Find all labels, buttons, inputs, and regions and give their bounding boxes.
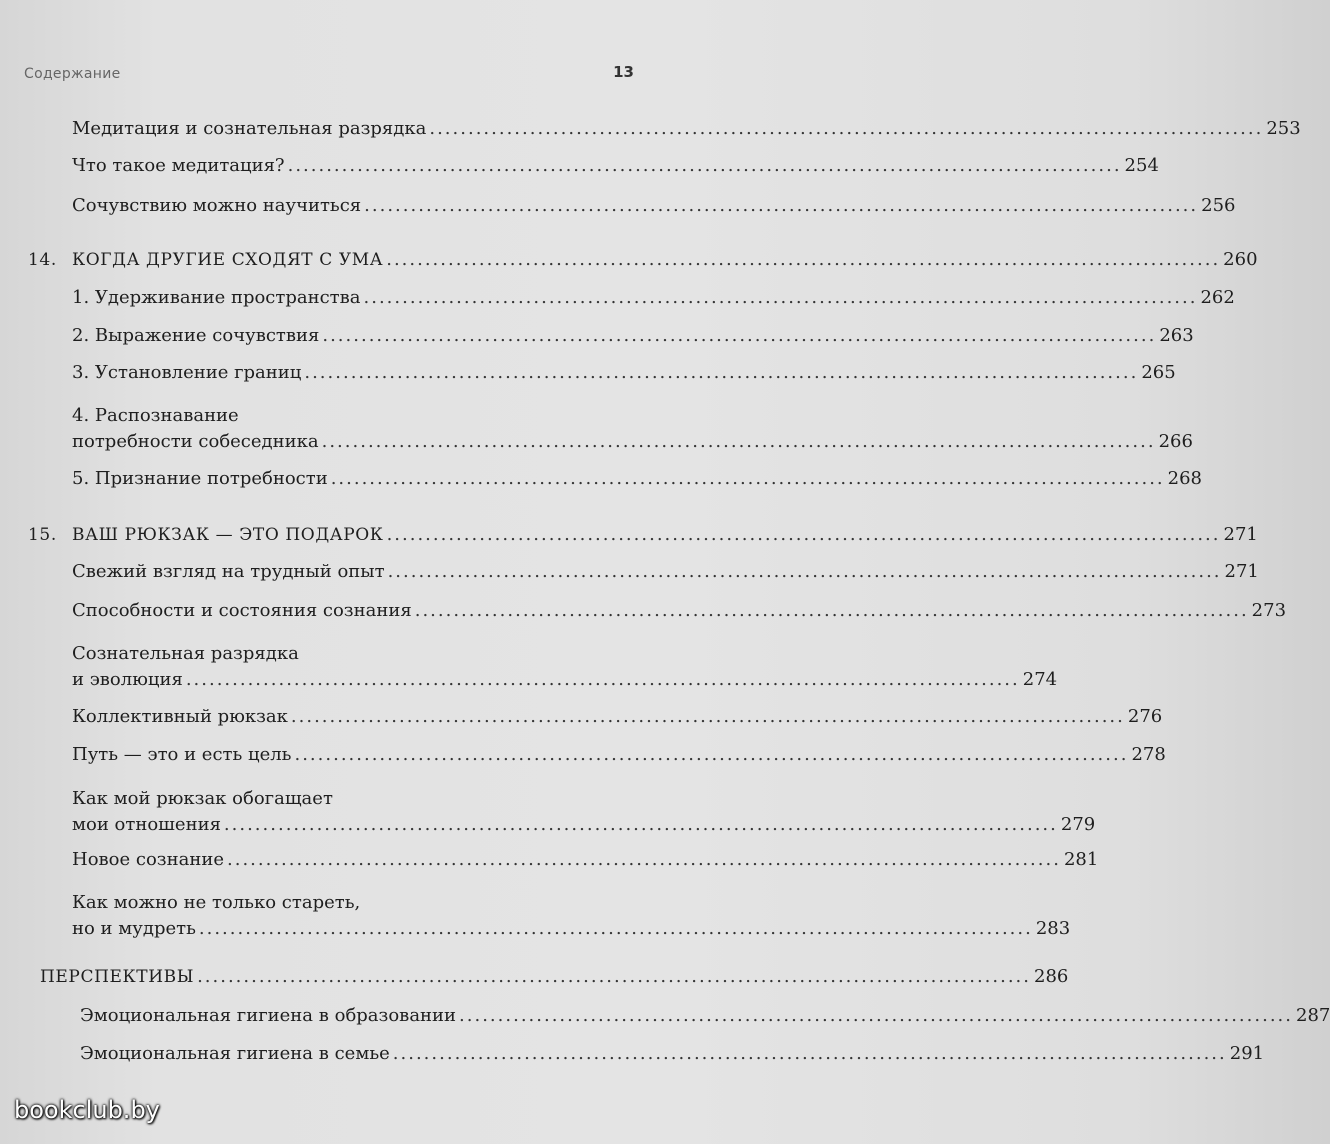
toc-entry-hygiene-family[interactable] (80, 1043, 1265, 1065)
toc-entry-holding-space[interactable] (72, 287, 1235, 309)
toc-entry-title-line1: 4. Распознавание (72, 405, 239, 426)
toc-entry-hygiene-education[interactable] (80, 1005, 1330, 1027)
toc-entry-title: 3. Установление границ (72, 362, 302, 383)
toc-entry-setting-boundaries[interactable] (72, 362, 1176, 384)
toc-entry-page: 286 (1034, 966, 1069, 987)
toc-leader-dots: ............................................................................................................ (290, 706, 1125, 727)
toc-entry-page: 273 (1251, 600, 1287, 621)
toc-entry-title-line1: Как можно не только стареть, (72, 892, 361, 913)
toc-entry-page: 265 (1141, 362, 1176, 383)
toc-leader-dots: ............................................................................................................ (392, 1043, 1227, 1064)
toc-leader-dots: ............................................................................................................ (364, 195, 1199, 216)
chapter-title: ВАШ РЮКЗАК — ЭТО ПОДАРОК (72, 525, 384, 545)
toc-entry-collective-backpack[interactable] (72, 706, 1163, 728)
toc-entry-page: 256 (1201, 195, 1236, 216)
toc-entry-new-consciousness[interactable] (72, 849, 1099, 871)
toc-entry-title: и эволюция (72, 669, 183, 690)
toc-entry-title: Свежий взгляд на трудный опыт (72, 561, 385, 582)
toc-chapter-14[interactable] (28, 249, 1258, 271)
toc-entry-title: 2. Выражение сочувствия (72, 325, 320, 346)
toc-leader-dots: ............................................................................................................ (223, 814, 1058, 835)
toc-entry-page: 260 (1223, 249, 1258, 270)
toc-entry-title: Путь — это и есть цель (72, 744, 292, 765)
toc-entry-page: 254 (1124, 155, 1159, 176)
toc-entry-page: 291 (1229, 1043, 1265, 1064)
toc-entry-page: 278 (1131, 744, 1166, 765)
toc-section-perspectives[interactable] (40, 966, 1069, 988)
toc-entry-title: Медитация и сознательная разрядка (72, 118, 427, 139)
running-header-page-number: 13 (613, 63, 634, 81)
toc-entry-abilities-states[interactable] (72, 600, 1287, 622)
toc-entry-page: 279 (1060, 814, 1096, 835)
toc-leader-dots: ............................................................................................................ (387, 561, 1222, 582)
chapter-title: КОГДА ДРУГИЕ СХОДЯТ С УМА (72, 250, 384, 270)
toc-entry-page: 263 (1159, 325, 1194, 346)
toc-leader-dots: ............................................................................................................ (386, 249, 1221, 270)
toc-entry-page: 266 (1158, 431, 1193, 452)
toc-entry-title: мои отношения (72, 814, 221, 835)
toc-entry-title-line1: Как мой рюкзак обогащает (72, 788, 333, 809)
toc-entry-title: потребности собеседника (72, 431, 319, 452)
toc-entry-title: ПЕРСПЕКТИВЫ (40, 967, 195, 987)
toc-entry-acknowledging-need[interactable] (72, 468, 1203, 490)
toc-entry-page: 271 (1223, 524, 1258, 545)
toc-leader-dots: ............................................................................................................ (185, 669, 1020, 690)
toc-entry-page: 276 (1127, 706, 1163, 727)
toc-entry-page: 283 (1035, 918, 1071, 939)
toc-leader-dots: ............................................................................................................ (197, 966, 1032, 987)
toc-entry-title: Коллективный рюкзак (72, 706, 288, 727)
watermark-brand: bookclub.by (14, 1096, 160, 1124)
toc-leader-dots: ............................................................................................................ (322, 325, 1157, 346)
toc-entry-title: Сочувствию можно научиться (72, 195, 362, 216)
toc-leader-dots: ............................................................................................................ (287, 155, 1122, 176)
toc-entry-backpack-enriches[interactable] (72, 788, 1096, 836)
toc-entry-meditation-conscious-discharge[interactable] (72, 118, 1301, 140)
toc-leader-dots: ............................................................................................................ (414, 600, 1249, 621)
toc-entry-title: Эмоциональная гигиена в образовании (80, 1005, 457, 1026)
running-header-section: Содержание (24, 66, 121, 82)
toc-leader-dots: ............................................................................................................ (227, 849, 1061, 870)
toc-entry-discharge-evolution[interactable] (72, 643, 1058, 691)
toc-entry-page: 274 (1022, 669, 1058, 690)
toc-entry-page: 262 (1200, 287, 1235, 308)
toc-entry-title: Что такое медитация? (72, 155, 285, 176)
toc-leader-dots: ............................................................................................................ (198, 918, 1033, 939)
toc-entry-title: Новое сознание (72, 849, 224, 870)
toc-entry-page: 268 (1167, 468, 1203, 489)
chapter-number: 14. (28, 250, 57, 270)
toc-entry-recognizing-needs[interactable] (72, 405, 1193, 453)
toc-entry-title: но и мудреть (72, 918, 196, 939)
toc-leader-dots: ............................................................................................................ (459, 1005, 1293, 1026)
toc-entry-path-is-goal[interactable] (72, 744, 1166, 766)
toc-leader-dots: ............................................................................................................ (386, 524, 1221, 545)
toc-entry-page: 287 (1296, 1005, 1330, 1026)
toc-entry-compassion-learnable[interactable] (72, 195, 1236, 217)
toc-entry-title: 5. Признание потребности (72, 468, 328, 489)
toc-entry-page: 271 (1224, 561, 1259, 582)
toc-leader-dots: ............................................................................................................ (321, 431, 1156, 452)
toc-entry-title: Эмоциональная гигиена в семье (80, 1043, 390, 1064)
toc-entry-page: 281 (1063, 849, 1099, 870)
chapter-number: 15. (28, 525, 57, 545)
toc-entry-fresh-look[interactable] (72, 561, 1259, 583)
toc-entry-title-line1: Сознательная разрядка (72, 643, 299, 664)
toc-entry-expressing-compassion[interactable] (72, 325, 1194, 347)
toc-leader-dots: ............................................................................................................ (294, 744, 1129, 765)
toc-leader-dots: ............................................................................................................ (363, 287, 1198, 308)
toc-leader-dots: ............................................................................................................ (304, 362, 1139, 383)
toc-entry-what-is-meditation[interactable] (72, 155, 1159, 177)
toc-entry-title: Способности и состояния сознания (72, 600, 412, 621)
toc-entry-page: 253 (1266, 118, 1301, 139)
toc-entry-title: 1. Удерживание пространства (72, 287, 361, 308)
toc-chapter-15[interactable] (28, 524, 1258, 546)
toc-leader-dots: ............................................................................................................ (429, 118, 1264, 139)
toc-entry-grow-wiser[interactable] (72, 892, 1071, 940)
toc-leader-dots: ............................................................................................................ (330, 468, 1165, 489)
